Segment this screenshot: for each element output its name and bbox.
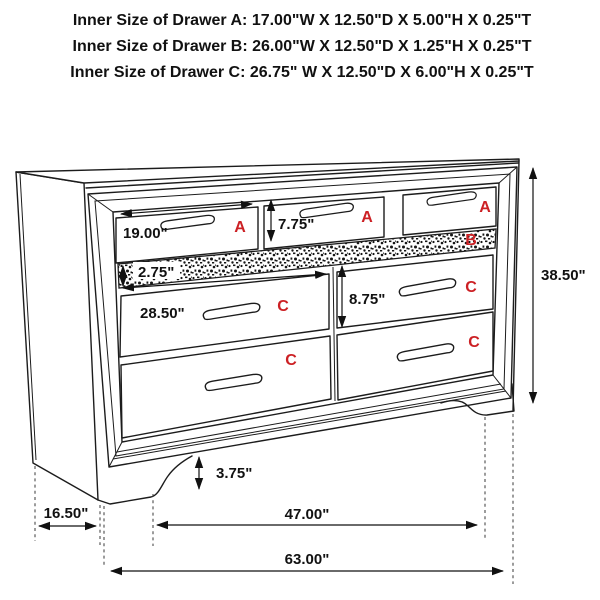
spec-header bbox=[70, 12, 534, 81]
dim-label-top-row-height: 7.75" bbox=[278, 216, 315, 233]
drawer-letter-c-upper-right: C bbox=[465, 279, 477, 296]
drawer-letter-a1: A bbox=[234, 219, 246, 236]
dim-label-overall-width: 63.00" bbox=[284, 551, 330, 568]
dim-label-drawer-c-height: 8.75" bbox=[349, 291, 386, 308]
drawer-letter-b: B bbox=[465, 232, 477, 249]
dim-label-band-height: 2.75" bbox=[138, 264, 175, 281]
side-panel bbox=[16, 172, 98, 500]
dim-label-drawer-c-width: 28.50" bbox=[140, 305, 185, 322]
drawer-letter-a2: A bbox=[361, 209, 373, 226]
drawer-letter-c-upper-left: C bbox=[277, 298, 289, 315]
spec-line-a: Inner Size of Drawer A: 17.00"W X 12.50"D X 5.00"H X 0.25"T bbox=[72, 12, 532, 29]
dim-label-between-feet: 47.00" bbox=[284, 506, 330, 523]
spec-line-b: Inner Size of Drawer B: 26.00"W X 12.50"D X 1.25"H X 0.25"T bbox=[72, 38, 532, 55]
dim-label-drawer-a-width: 19.00" bbox=[123, 225, 168, 242]
dim-label-foot-height: 3.75" bbox=[216, 465, 253, 482]
drawer-letter-c-lower-left: C bbox=[285, 352, 297, 369]
dim-label-overall-height: 38.50" bbox=[541, 267, 586, 284]
spec-line-c: Inner Size of Drawer C: 26.75" W X 12.50"D X 6.00"H X 0.25"T bbox=[70, 64, 534, 81]
drawer-letter-a3: A bbox=[479, 199, 491, 216]
dim-label-depth: 16.50" bbox=[43, 505, 89, 522]
drawer-letter-c-lower-right: C bbox=[468, 334, 480, 351]
